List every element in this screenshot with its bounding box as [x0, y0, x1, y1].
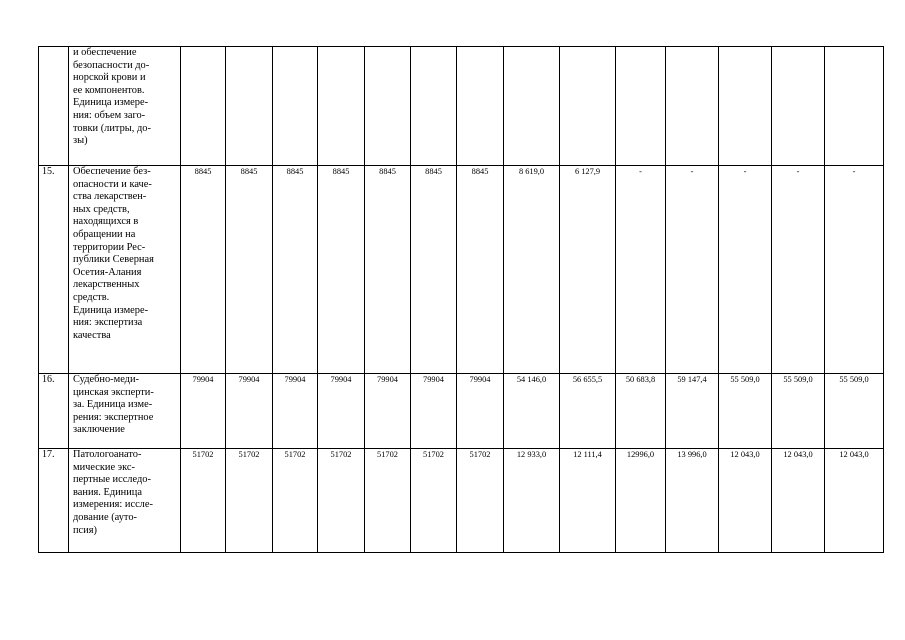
cell-value: 8 619,0 — [504, 166, 560, 374]
row-number — [39, 47, 69, 166]
cell-value: 8845 — [457, 166, 504, 374]
cell-value: 8845 — [181, 166, 226, 374]
row-description: и обеспечение безопасности до- норской крови и ее компонентов. Единица измере- ния: объем заго- товки (литры, до- зы) — [69, 47, 181, 166]
row-description: Судебно-меди- цинская эксперти- за. Единица изме- рения: экспертное заключение — [69, 374, 181, 449]
cell-value: 51702 — [226, 449, 273, 553]
cell-value: 55 509,0 — [825, 374, 884, 449]
cell-value — [560, 47, 616, 166]
row-number: 16. — [39, 374, 69, 449]
cell-value: 6 127,9 — [560, 166, 616, 374]
cell-value: 54 146,0 — [504, 374, 560, 449]
cell-value: 56 655,5 — [560, 374, 616, 449]
cell-value: 79904 — [457, 374, 504, 449]
cell-value — [181, 47, 226, 166]
row-description: Обеспечение без- опасности и каче- ства лекарствен- ных средств, находящихся в обращении на территории Рес- публики Северная Осетия-Алания лекарственных средств. Единица измере- ния: экспертиза качества — [69, 166, 181, 374]
cell-value: 8845 — [365, 166, 411, 374]
cell-value: 8845 — [318, 166, 365, 374]
cell-value: 12 111,4 — [560, 449, 616, 553]
cell-value — [457, 47, 504, 166]
cell-value: 55 509,0 — [719, 374, 772, 449]
cell-value: 79904 — [318, 374, 365, 449]
cell-value: 51702 — [318, 449, 365, 553]
cell-value: 12 043,0 — [772, 449, 825, 553]
row-description: Патологоанато- мические экс- пертные исследо- вания. Единица измерения: иссле- дование (ауто- псия) — [69, 449, 181, 553]
cell-value: 12 933,0 — [504, 449, 560, 553]
cell-value: 59 147,4 — [666, 374, 719, 449]
cell-value: 79904 — [411, 374, 457, 449]
cell-value — [719, 47, 772, 166]
cell-value: - — [666, 166, 719, 374]
cell-value — [504, 47, 560, 166]
cell-value: 79904 — [273, 374, 318, 449]
cell-value — [772, 47, 825, 166]
cell-value — [411, 47, 457, 166]
cell-value: 12996,0 — [616, 449, 666, 553]
row-number: 15. — [39, 166, 69, 374]
cell-value: 51702 — [273, 449, 318, 553]
cell-value: - — [719, 166, 772, 374]
cell-value — [273, 47, 318, 166]
cell-value: 8845 — [273, 166, 318, 374]
cell-value — [226, 47, 273, 166]
cell-value: 79904 — [365, 374, 411, 449]
table-row — [39, 47, 884, 166]
cell-value: - — [772, 166, 825, 374]
cell-value: 50 683,8 — [616, 374, 666, 449]
cell-value: 79904 — [181, 374, 226, 449]
cell-value: 51702 — [457, 449, 504, 553]
cell-value: 79904 — [226, 374, 273, 449]
cell-value: - — [825, 166, 884, 374]
cell-value: 55 509,0 — [772, 374, 825, 449]
indicators-table — [38, 46, 884, 553]
table-row — [39, 449, 884, 553]
cell-value — [365, 47, 411, 166]
cell-value — [318, 47, 365, 166]
cell-value: 12 043,0 — [719, 449, 772, 553]
table-row — [39, 374, 884, 449]
cell-value: 13 996,0 — [666, 449, 719, 553]
cell-value: 51702 — [365, 449, 411, 553]
cell-value: 51702 — [181, 449, 226, 553]
row-number: 17. — [39, 449, 69, 553]
cell-value — [616, 47, 666, 166]
cell-value — [666, 47, 719, 166]
cell-value: 51702 — [411, 449, 457, 553]
cell-value: - — [616, 166, 666, 374]
cell-value: 12 043,0 — [825, 449, 884, 553]
table-body — [39, 47, 884, 553]
cell-value — [825, 47, 884, 166]
cell-value: 8845 — [226, 166, 273, 374]
cell-value: 8845 — [411, 166, 457, 374]
table-row — [39, 166, 884, 374]
